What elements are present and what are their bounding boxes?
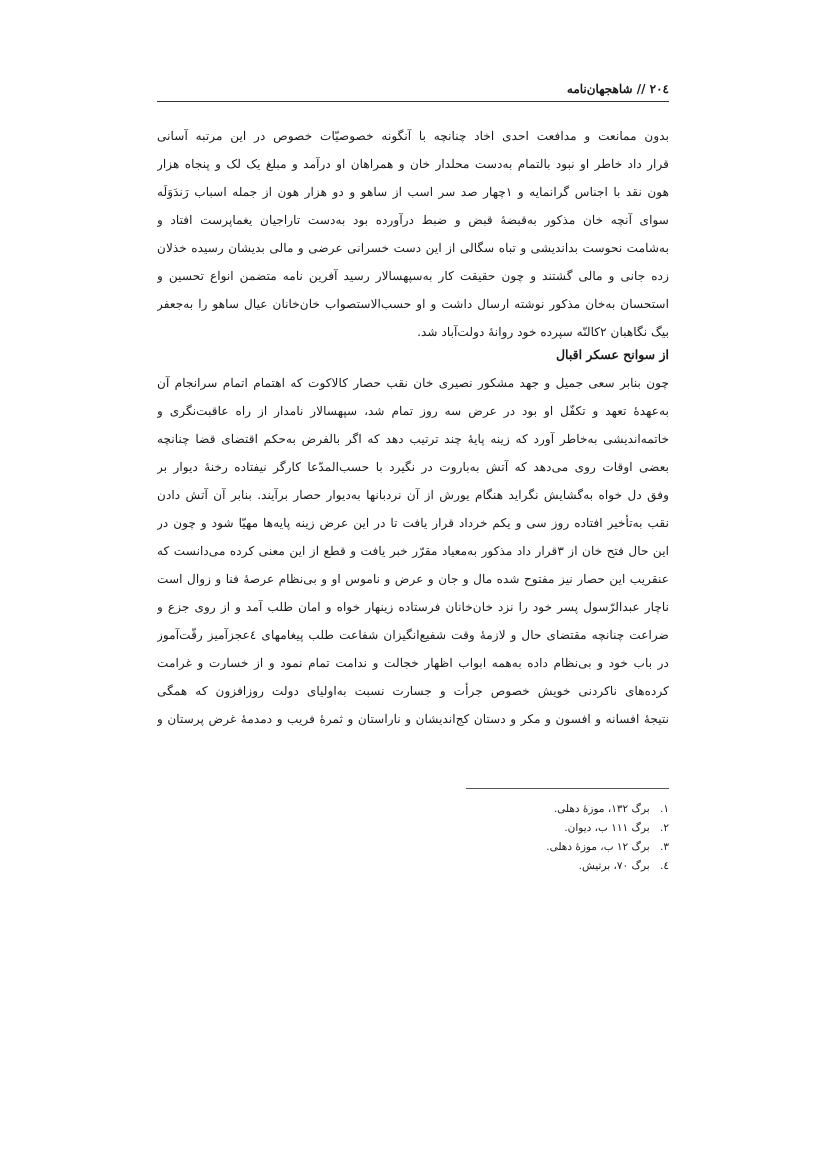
paragraph-2 (157, 369, 669, 733)
footnote-number: ۳. (660, 841, 669, 853)
paragraph-1-line: هون نقد با اجناس گرانمایه و ۱چهار صد سر اسب از ساهو و دو هزار هون از جمله اسباب رَندَوَلَه (157, 185, 669, 199)
footnote-text: برگ ۱۲ ب، موزهٔ دهلی. (546, 841, 650, 853)
paragraph-1-line: بدون ممانعت و مدافعت احدی اخاد چنانچه با آنگونه خصوصیّات خصوص در این مرتبه آسانی (157, 129, 669, 143)
footnote (369, 857, 669, 876)
paragraph-1-line: بیگ نگاهبان ۲کالنّه سپرده خود روانهٔ دولت‌آباد شد. (417, 325, 669, 339)
paragraph-2-line: نقب به‌تأخیر افتاده روز سی و یکم خرداد قرار یافت تا در این عرض زینه پایه‌ها مهیّا شود و چون در (157, 516, 669, 530)
paragraph-2-line: بعضی اوقات روی می‌دهد که آتش به‌باروت در نگیرد با حسب‌المدّعا کارگر نیفتاده رخنهٔ دیوار بر (157, 460, 669, 474)
paragraph-2-line: ضراعت چنانچه مقتضای حال و لازمهٔ وقت شفیع‌انگیزان شفاعت طلب پیغامهای ٤عجزآمیز رقّت‌آموز (157, 628, 669, 642)
footnote-text: برگ ۷۰، برتیش. (578, 860, 650, 872)
paragraph-2-line: چون بنابر سعی جمیل و جهد مشکور نصیری خان نقب حصار کالاکوت که اهتمام اتمام سرانجام آن (157, 376, 669, 390)
paragraph-1 (157, 122, 669, 346)
footnote-text: برگ ۱۳۲، موزهٔ دهلی. (553, 803, 650, 815)
paragraph-1-line: زده جانی و مالی گشتند و چون حقیقت کار به‌سپهسالار رسید آفرین نامه متضمن انواع تحسین و (157, 269, 669, 283)
footnote-number: ٤. (660, 860, 669, 872)
footnote (369, 800, 669, 819)
paragraph-2-line: عنقریب این حصار نیز مفتوح شده مال و جان و عرض و ناموس او و بی‌نظام عرصهٔ فنا و زوال است (157, 572, 669, 586)
footnotes (369, 800, 669, 876)
section-heading: از سوانح عسکر اقبال (555, 347, 669, 362)
paragraph-2-line: نتیجهٔ افسانه و افسون و مکر و دستان کج‌اندیشان و ناراستان و ثمرهٔ فریب و دمدمهٔ غرض پرستان و (157, 712, 669, 726)
paragraph-1-line: سوای آنچه خان مذکور به‌قبضهٔ قبض و ضبط درآورده بود به‌دست تاراجیان یغماپرست افتاد و (157, 213, 669, 227)
paragraph-2-line: کرده‌های ناکردنی خویش خصوص جرأت و جسارت نسبت به‌اولیای دولت روزافزون که همگی (157, 684, 669, 698)
paragraph-2-line: خاتمه‌اندیشی به‌خاطر آورد که زینه پایهٔ چند ترتیب دهد که اگر بالفرض به‌حکم اقتضای قضا چنانچه (157, 432, 669, 446)
paragraph-2-line: ناچار عبدالرّسول پسر خود را نزد خان‌خانان فرستاده زینهار خواه و امان طلب آمد و از روی جزع و (157, 600, 669, 614)
paragraph-2-line: وفق دل خواه به‌گشایش نگراید هنگام یورش از آن نردبانها به‌دیوار حصار برآیند. بنابر آن آتش دادن (157, 488, 669, 502)
paragraph-2-line: در باب خود و بی‌نظام داده به‌همه ابواب اظهار خجالت و ندامت تمام نمود و از خسارت و غرامت (157, 656, 669, 670)
paragraph-1-line: استحسان به‌خان مذکور نوشته ارسال داشت و او حسب‌الاستصواب خان‌خانان عیال ساهو را به‌جعفر (157, 297, 669, 311)
paragraph-2-line: این حال فتح خان از ۳قرار داد مذکور به‌معیاد مقرّر خبر یافت و قطع از این معنی کرده می‌دانست که (157, 544, 669, 558)
footnote (369, 819, 669, 838)
footnote-text: برگ ۱۱۱ ب، دیوان. (564, 822, 650, 834)
footnote-rule (466, 788, 669, 789)
paragraph-1-line: قرار داد خاطر او نبود بالتمام به‌دست محلدار خان و همراهان او درآمد و مبلغ یک لک و پنجاه هزار (157, 157, 669, 171)
paragraph-2-line: به‌عهدهٔ تعهد و تکفّل او بود در عرض سه روز تمام شد، سپهسالار نامدار از راه عاقبت‌نگری و (157, 404, 669, 418)
footnote-number: ۲. (660, 822, 669, 834)
header-rule (157, 101, 669, 102)
running-head: ۲۰٤ // شاهجهان‌نامه (566, 82, 669, 96)
paragraph-1-line: به‌شامت نحوست بداندیشی و تباه سگالی از این دست خسرانی عرضی و مالی بدیشان رسیده خذلان (157, 241, 669, 255)
footnote-number: ۱. (660, 803, 669, 815)
footnote (369, 838, 669, 857)
